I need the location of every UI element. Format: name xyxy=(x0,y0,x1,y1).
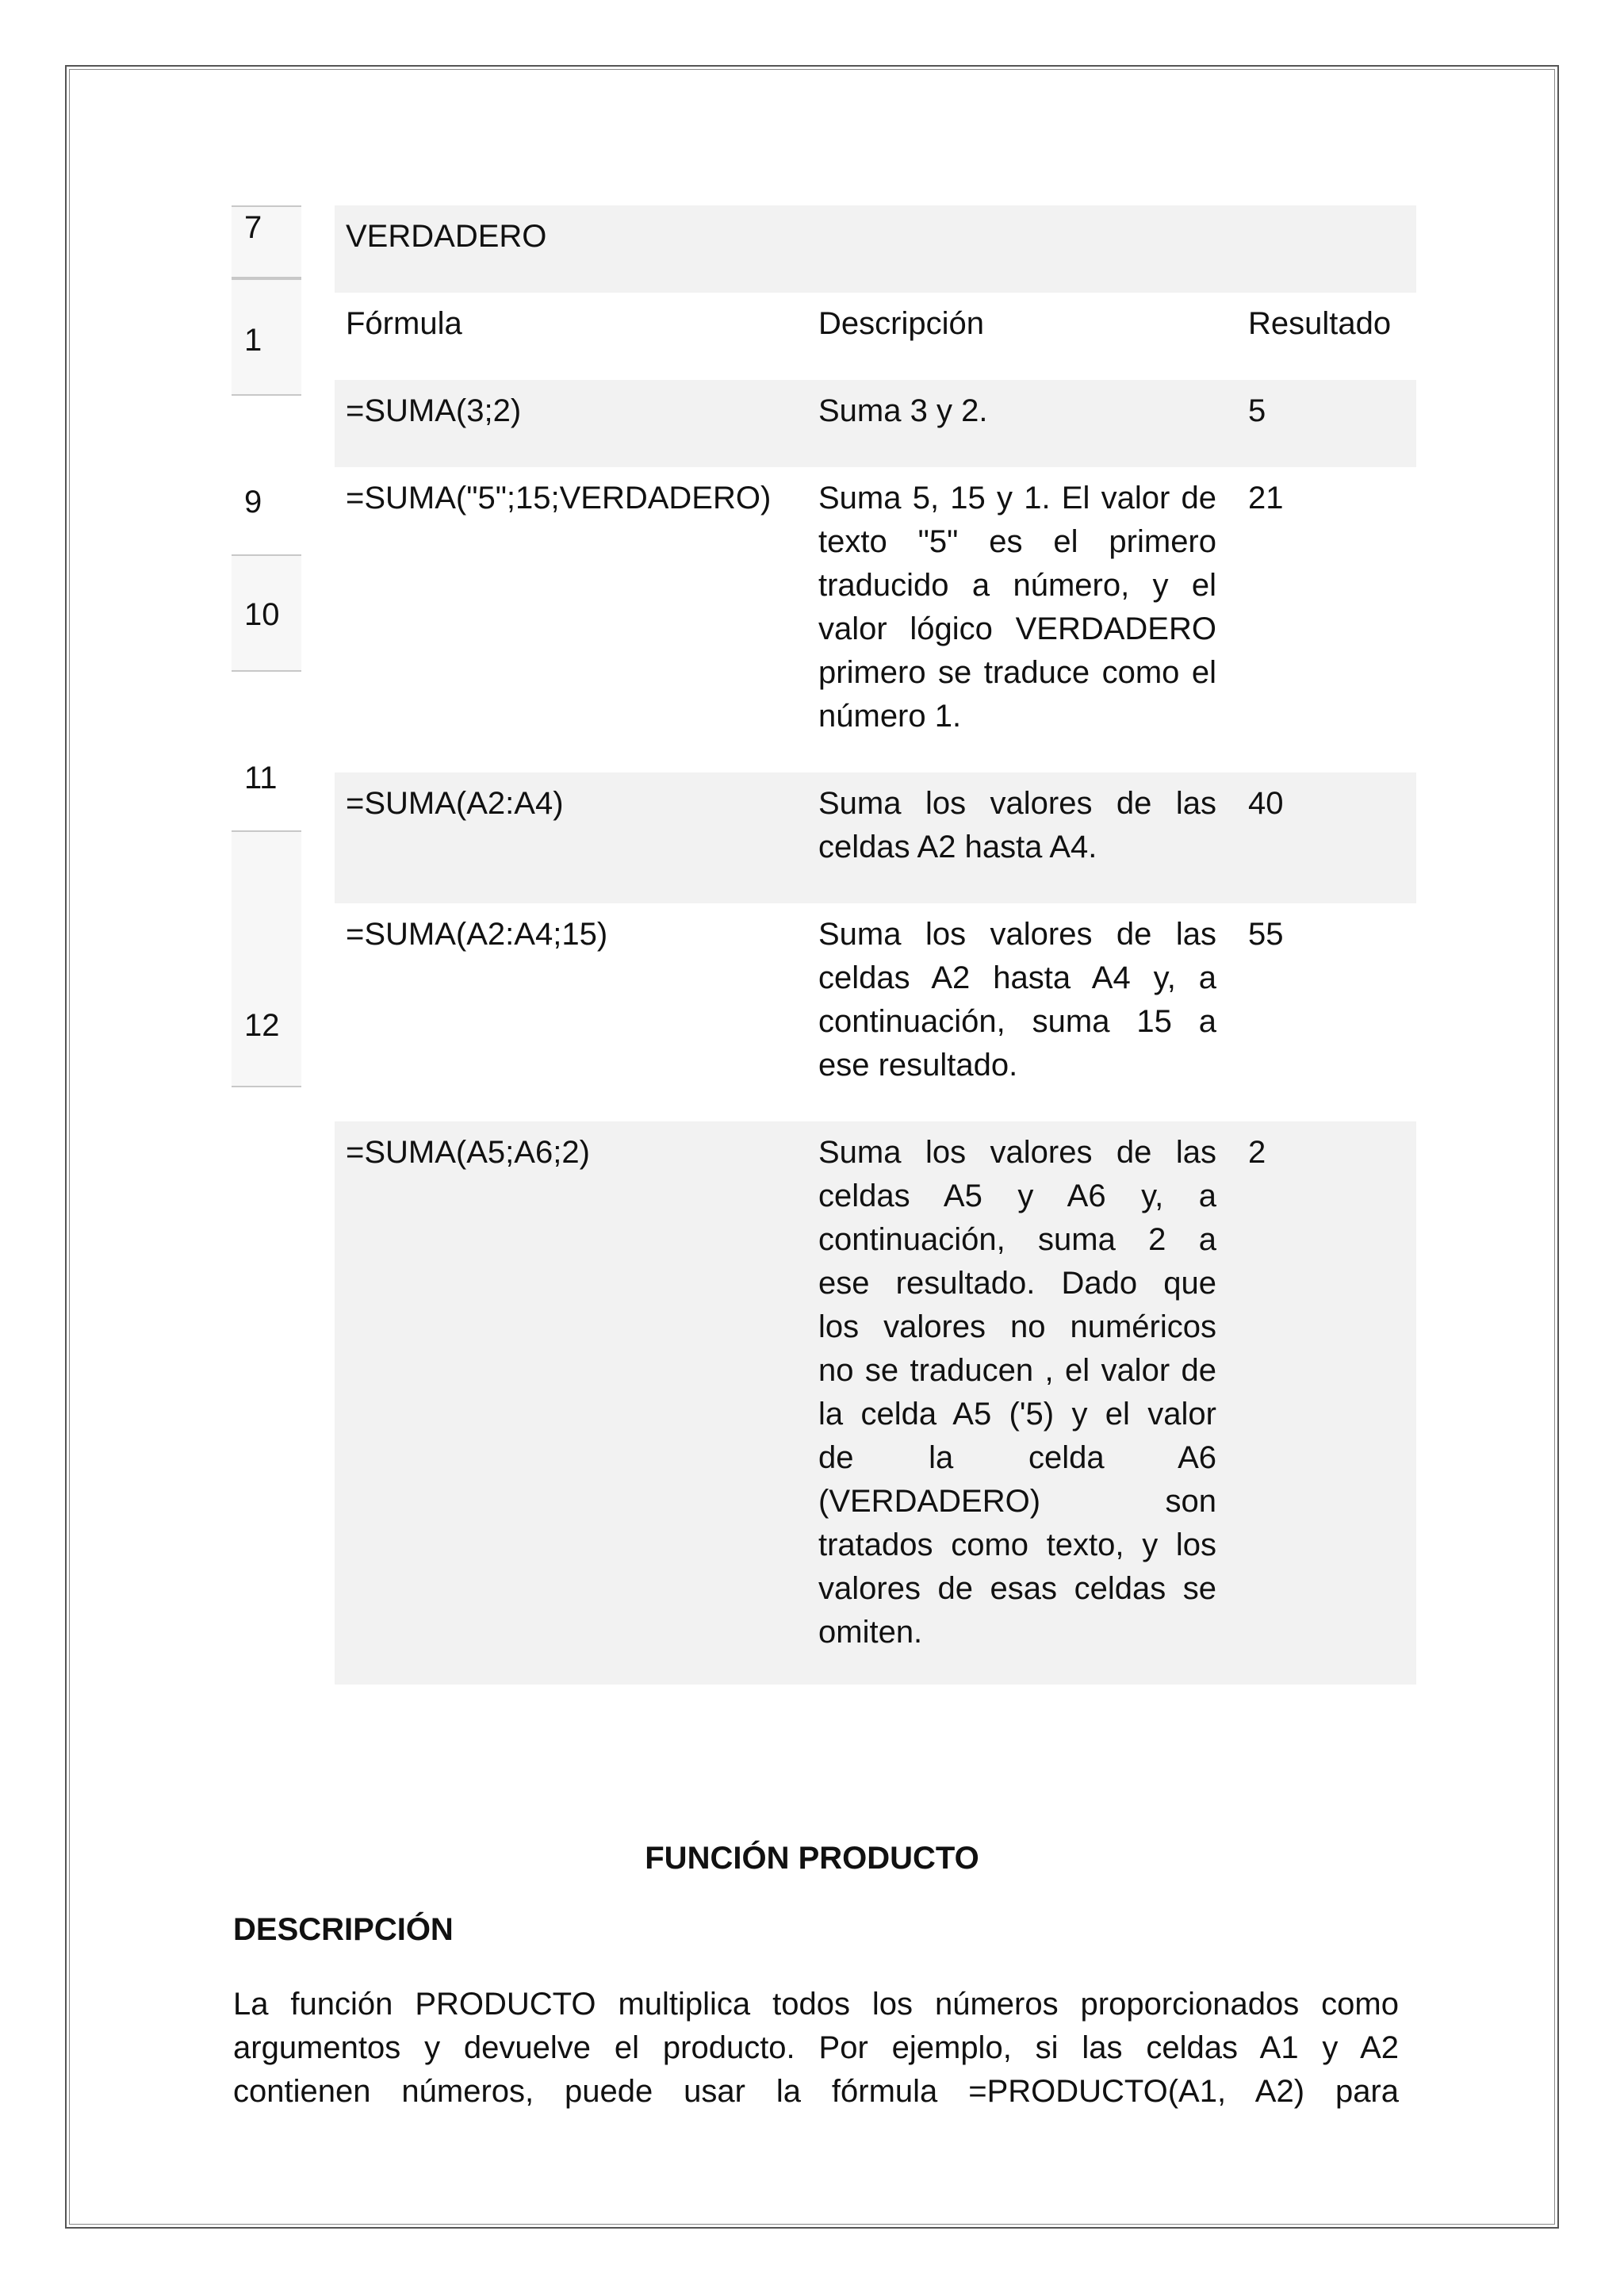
description-line: valor lógico VERDADERO xyxy=(818,611,1216,646)
description-line: Suma 5, 15 y 1. El valor de xyxy=(818,481,1216,516)
description-cell xyxy=(818,913,1216,1087)
top-label: VERDADERO xyxy=(346,219,547,254)
row-number: 11 xyxy=(244,761,278,795)
paragraph-line: contienen números, puede usar la fórmula =PRODUCTO(A1, A2) para xyxy=(233,2074,1399,2109)
table-row xyxy=(335,903,1416,1121)
description-line: ese resultado. xyxy=(818,1048,1018,1083)
formula-cell: =SUMA(A2:A4;15) xyxy=(346,917,608,952)
row-number: 7 xyxy=(232,205,301,278)
result-cell: 55 xyxy=(1248,917,1284,952)
description-line: continuación, suma 15 a xyxy=(818,1004,1216,1039)
formula-cell: =SUMA(A5;A6;2) xyxy=(346,1135,590,1170)
description-paragraph xyxy=(233,1983,1399,2114)
description-line: celdas A2 hasta A4 y, a xyxy=(818,960,1216,995)
description-cell xyxy=(818,477,1216,738)
description-line: Suma los valores de las xyxy=(818,917,1216,952)
description-line: Suma los valores de las xyxy=(818,1135,1216,1170)
description-line: tratados como texto, y los xyxy=(818,1527,1216,1562)
header-formula: Fórmula xyxy=(346,306,462,341)
description-line: Suma 3 y 2. xyxy=(818,393,988,428)
table-row xyxy=(335,380,1416,467)
description-cell xyxy=(818,1131,1216,1654)
paragraph-line: argumentos y devuelve el producto. Por ejemplo, si las celdas A1 y A2 xyxy=(233,2030,1399,2065)
description-line: no se traducen , el valor de xyxy=(818,1353,1216,1388)
row-number-column xyxy=(232,205,301,1086)
table-row xyxy=(335,1121,1416,1685)
paragraph-line: La función PRODUCTO multiplica todos los números proporcionados como xyxy=(233,1987,1399,2022)
formula-cell: =SUMA(A2:A4) xyxy=(346,786,564,821)
section-title: FUNCIÓN PRODUCTO xyxy=(645,1841,979,1876)
table-row xyxy=(335,467,1416,772)
description-line: continuación, suma 2 a xyxy=(818,1222,1216,1257)
row-number: 9 xyxy=(244,485,262,519)
table-row xyxy=(335,772,1416,903)
description-line: texto "5" es el primero xyxy=(818,524,1216,559)
description-cell xyxy=(818,389,1216,433)
description-line: la celda A5 ('5) y el valor xyxy=(818,1397,1216,1432)
header-description: Descripción xyxy=(818,306,984,341)
description-line: celdas A2 hasta A4. xyxy=(818,830,1097,864)
description-line: número 1. xyxy=(818,699,962,734)
description-heading: DESCRIPCIÓN xyxy=(233,1912,454,1947)
row-number: 1 xyxy=(232,278,301,396)
table-header-row xyxy=(335,293,1416,380)
description-line: ese resultado. Dado que xyxy=(818,1266,1216,1301)
result-cell: 5 xyxy=(1248,393,1266,428)
formula-cell: =SUMA("5";15;VERDADERO) xyxy=(346,481,772,516)
formula-cell: =SUMA(3;2) xyxy=(346,393,522,428)
description-line: (VERDADERO) son xyxy=(818,1484,1216,1519)
description-line: traducido a número, y el xyxy=(818,568,1216,603)
description-cell xyxy=(818,782,1216,869)
description-line: omiten. xyxy=(818,1615,923,1650)
description-line: celdas A5 y A6 y, a xyxy=(818,1179,1216,1213)
result-cell: 40 xyxy=(1248,786,1284,821)
description-line: primero se traduce como el xyxy=(818,655,1216,690)
table-top-row xyxy=(335,205,1416,293)
description-line: Suma los valores de las xyxy=(818,786,1216,821)
description-line: de la celda A6 xyxy=(818,1440,1216,1475)
description-line: los valores no numéricos xyxy=(818,1309,1216,1344)
row-number: 12 xyxy=(232,830,301,1087)
header-result: Resultado xyxy=(1248,306,1392,341)
row-number: 10 xyxy=(232,554,301,672)
result-cell: 2 xyxy=(1248,1135,1266,1170)
description-line: valores de esas celdas se xyxy=(818,1571,1216,1606)
result-cell: 21 xyxy=(1248,481,1284,516)
